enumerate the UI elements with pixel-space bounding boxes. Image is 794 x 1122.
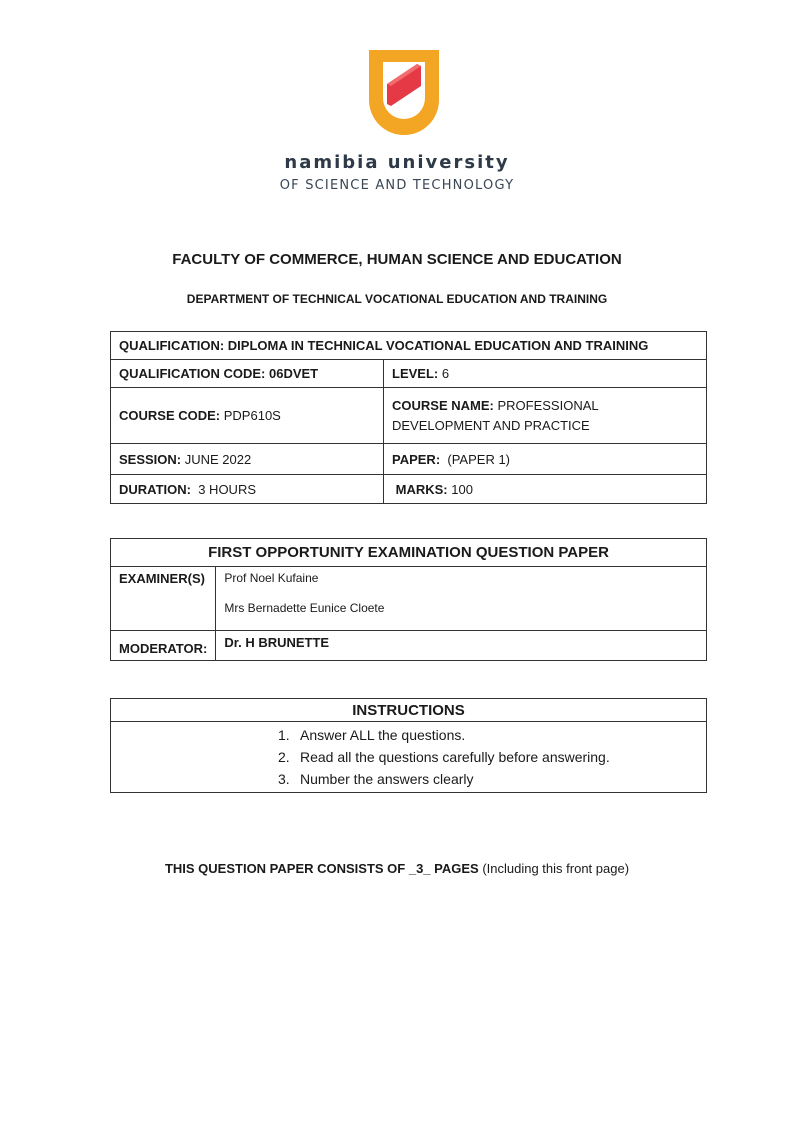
course-code-cell: COURSE CODE: PDP610S (111, 388, 384, 444)
duration-cell: DURATION: 3 HOURS (111, 475, 384, 504)
faculty-heading: FACULTY OF COMMERCE, HUMAN SCIENCE AND EDUCATION (172, 251, 622, 268)
course-name-cell: COURSE NAME: PROFESSIONAL DEVELOPMENT AND PRACTICE (384, 388, 707, 444)
moderator-name: Dr. H BRUNETTE (216, 631, 707, 661)
examiner-1: Prof Noel Kufaine (224, 571, 319, 585)
instruction-item: 1. Answer ALL the questions. (278, 727, 466, 743)
university-name: namibia university (284, 152, 510, 173)
university-subtitle: OF SCIENCE AND TECHNOLOGY (279, 178, 515, 193)
marks-cell: MARKS: 100 (384, 475, 707, 504)
session-cell: SESSION: JUNE 2022 (111, 444, 384, 475)
department-heading: DEPARTMENT OF TECHNICAL VOCATIONAL EDUCATION AND TRAINING (186, 292, 608, 306)
examiners-label: EXAMINER(S) (111, 567, 216, 631)
exam-title: FIRST OPPORTUNITY EXAMINATION QUESTION PAPER (111, 539, 707, 567)
instructions-title: INSTRUCTIONS (111, 699, 707, 722)
paper-cell: PAPER: (PAPER 1) (384, 444, 707, 475)
qualification-cell: QUALIFICATION: DIPLOMA IN TECHNICAL VOCATIONAL EDUCATION AND TRAINING (111, 332, 707, 360)
examination-table (110, 538, 707, 661)
instruction-item: 3. Number the answers clearly (278, 771, 474, 787)
instructions-table (110, 698, 707, 793)
instructions-body (111, 722, 707, 793)
examiner-2: Mrs Bernadette Eunice Cloete (224, 601, 385, 615)
level-cell: LEVEL: 6 (384, 360, 707, 388)
examiners-names (216, 567, 707, 631)
qualification-code-cell: QUALIFICATION CODE: 06DVET (111, 360, 384, 388)
instructions-list (111, 722, 706, 792)
qualification-table (110, 331, 707, 504)
pages-note: THIS QUESTION PAPER CONSISTS OF _3_ PAGES (Including this front page) (164, 861, 630, 876)
university-logo (361, 44, 447, 140)
moderator-label: MODERATOR: (111, 631, 216, 661)
instruction-item: 2. Read all the questions carefully before answering. (278, 749, 610, 765)
